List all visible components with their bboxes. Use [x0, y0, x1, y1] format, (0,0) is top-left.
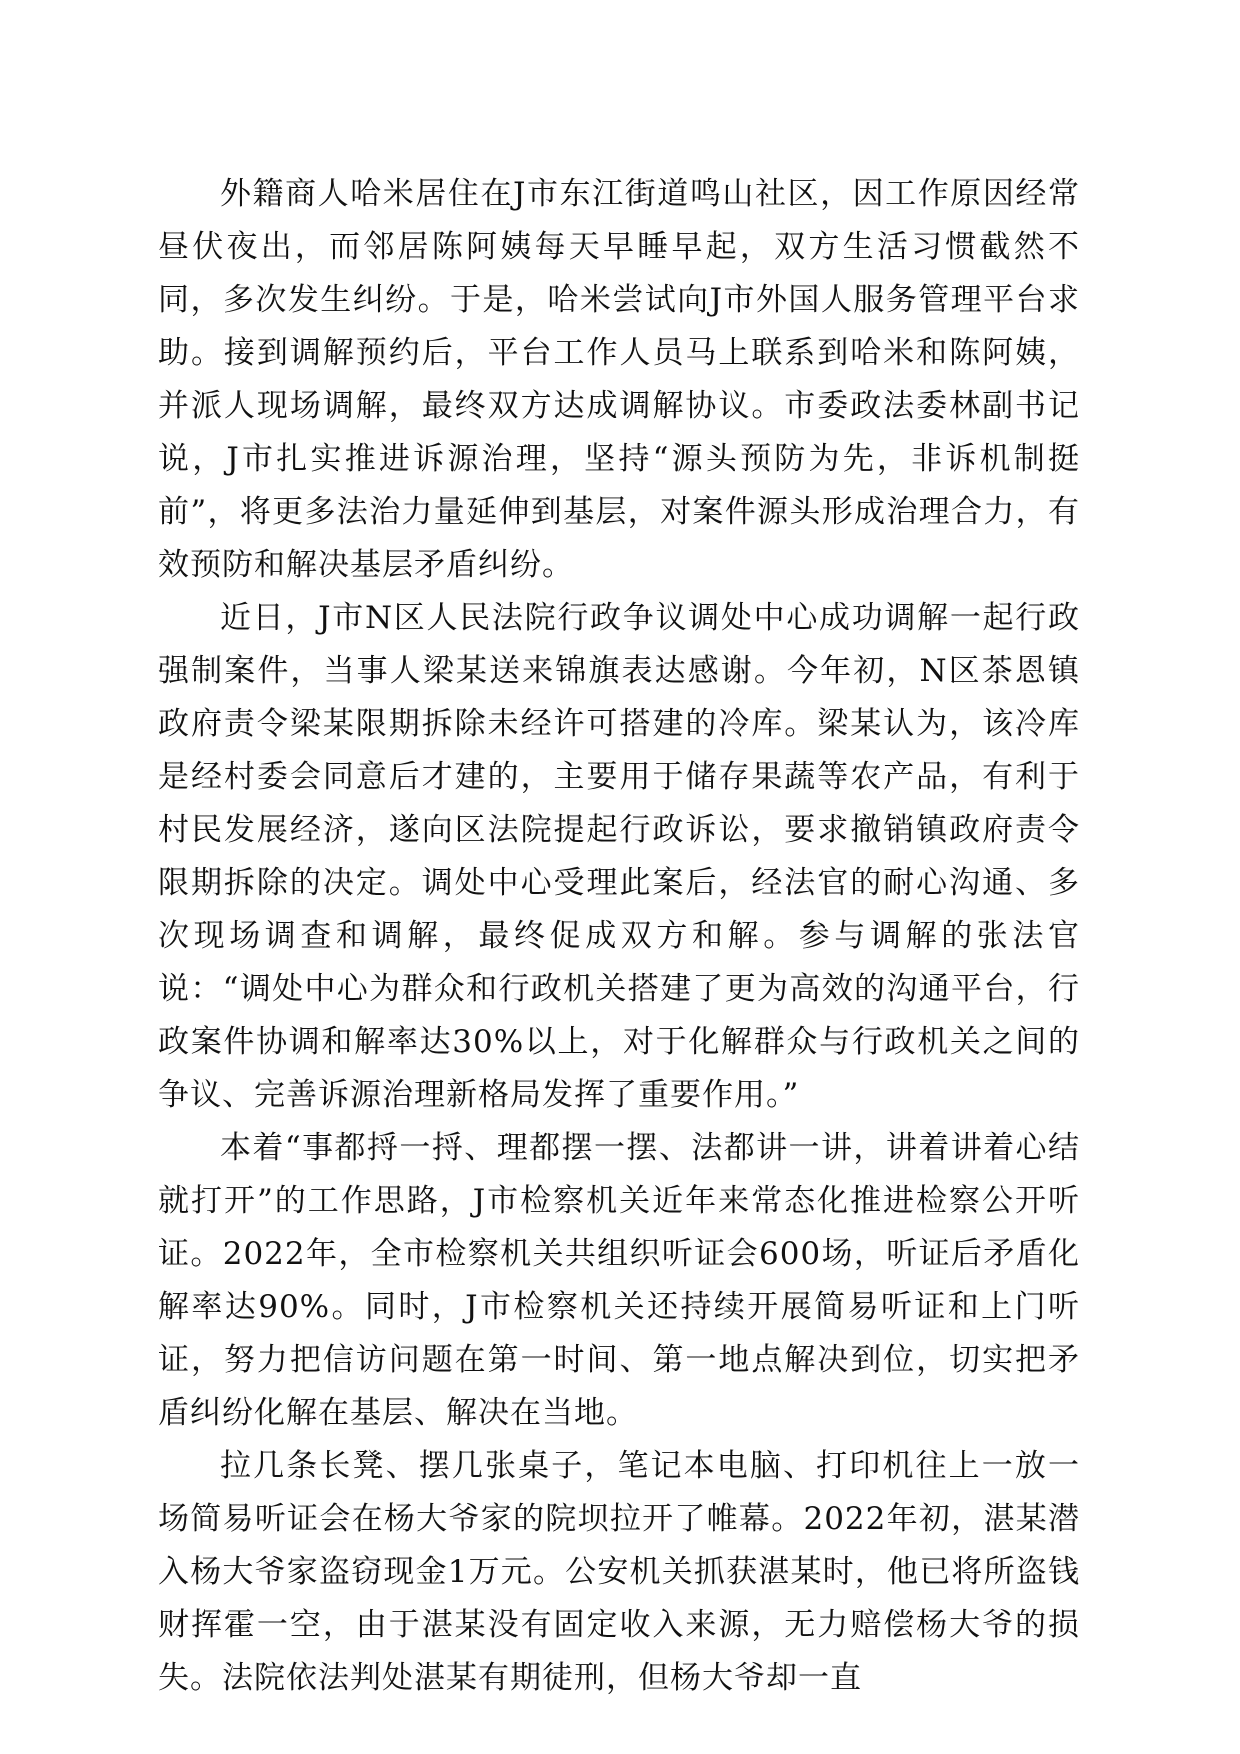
document-page — [158, 168, 1080, 1705]
paragraph-4: 拉几条长凳、摆几张桌子，笔记本电脑、打印机往上一放一场简易听证会在杨大爷家的院坝拉开了帷幕。2022年初，湛某潜入杨大爷家盗窃现金1万元。公安机关抓获湛某时，他已将所盗钱财挥霍一空，由于湛某没有固定收入来源，无力赔偿杨大爷的损失。法院依法判处湛某有期徒刑，但杨大爷却一直 — [158, 1448, 1080, 1696]
paragraph-1: 外籍商人哈米居住在J市东江街道鸣山社区，因工作原因经常昼伏夜出，而邻居陈阿姨每天早睡早起，双方生活习惯截然不同，多次发生纠纷。于是，哈米尝试向J市外国人服务管理平台求助。接到调解预约后，平台工作人员马上联系到哈米和陈阿姨，并派人现场调解，最终双方达成调解协议。市委政法委林副书记说，J市扎实推进诉源治理，坚持“源头预防为先，非诉机制挺前”，将更多法治力量延伸到基层，对案件源头形成治理合力，有效预防和解决基层矛盾纠纷。 — [158, 176, 1080, 583]
paragraph-3: 本着“事都捋一捋、理都摆一摆、法都讲一讲，讲着讲着心结就打开”的工作思路，J市检察机关近年来常态化推进检察公开听证。2022年，全市检察机关共组织听证会600场，听证后矛盾化解率达90%。同时，J市检察机关还持续开展简易听证和上门听证，努力把信访问题在第一时间、第一地点解决到位，切实把矛盾纠纷化解在基层、解决在当地。 — [158, 1130, 1080, 1431]
paragraph-2: 近日，J市N区人民法院行政争议调处中心成功调解一起行政强制案件，当事人梁某送来锦旗表达感谢。今年初，N区茶恩镇政府责令梁某限期拆除未经许可搭建的冷库。梁某认为，该冷库是经村委会同意后才建的，主要用于储存果蔬等农产品，有利于村民发展经济，遂向区法院提起行政诉讼，要求撤销镇政府责令限期拆除的决定。调处中心受理此案后，经法官的耐心沟通、多次现场调查和调解，最终促成双方和解。参与调解的张法官说：“调处中心为群众和行政机关搭建了更为高效的沟通平台，行政案件协调和解率达30%以上，对于化解群众与行政机关之间的争议、完善诉源治理新格局发挥了重要作用。” — [158, 600, 1080, 1113]
